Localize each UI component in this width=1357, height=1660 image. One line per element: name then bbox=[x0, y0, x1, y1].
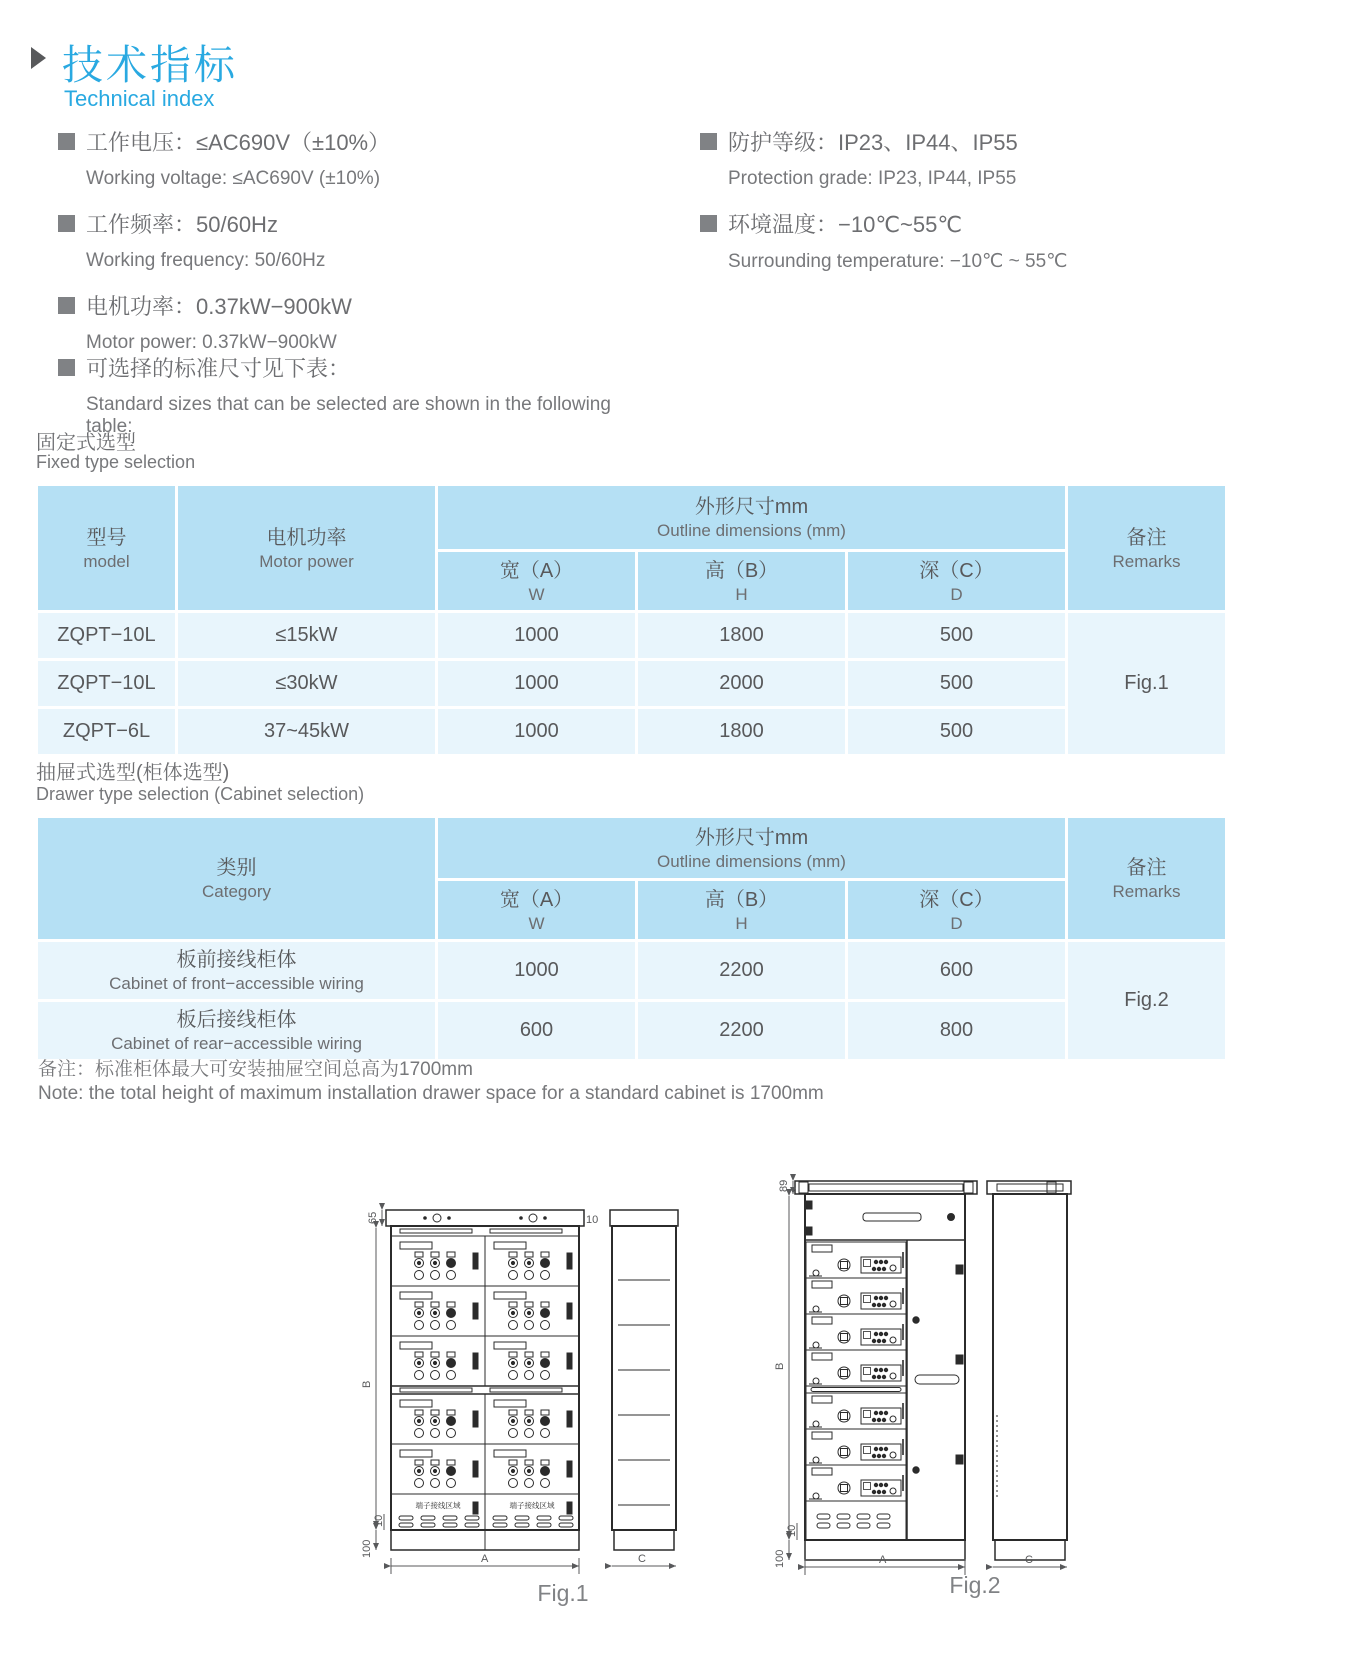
col-header-category-en: Category bbox=[202, 882, 271, 901]
spec-item bbox=[58, 352, 658, 383]
col-header-width-cn: 宽（A） bbox=[499, 559, 574, 582]
col-header-dimensions-cn: 外形尺寸mm bbox=[694, 826, 809, 849]
fig1-dim-vent: 10 bbox=[373, 1514, 385, 1527]
cell-height: 2200 bbox=[637, 1001, 847, 1061]
col-header-depth bbox=[847, 551, 1067, 612]
spec-item bbox=[58, 126, 658, 157]
cell-depth: 800 bbox=[847, 1001, 1067, 1061]
table-note-cn: 备注：标准柜体最大可安装抽屉空间总高为1700mm bbox=[38, 1059, 473, 1080]
fig1-dim-cap: 65 bbox=[367, 1211, 379, 1224]
cell-category-en: Cabinet of front−accessible wiring bbox=[109, 974, 364, 993]
col-header-width bbox=[437, 880, 637, 941]
page-subtitle: Technical index bbox=[64, 86, 215, 111]
bullet-square-icon bbox=[58, 297, 75, 314]
spec-ambient-temperature-cn: 环境温度：−10℃~55℃ bbox=[728, 212, 963, 237]
table-row bbox=[37, 660, 1227, 708]
bullet-square-icon bbox=[58, 359, 75, 376]
fig1-drawing bbox=[340, 1190, 690, 1590]
col-header-power-en: Motor power bbox=[259, 551, 354, 571]
cell-height: 2200 bbox=[637, 941, 847, 1001]
bullet-square-icon bbox=[58, 215, 75, 232]
sizes-note-en: Standard sizes that can be selected are shown in the following table: bbox=[86, 394, 611, 437]
col-header-remarks bbox=[1067, 817, 1227, 941]
col-header-height bbox=[637, 551, 847, 612]
spec-motor-power-en: Motor power: 0.37kW−900kW bbox=[86, 332, 337, 353]
col-header-remarks-en: Remarks bbox=[1112, 882, 1181, 901]
spec-item bbox=[58, 208, 658, 239]
col-header-model-en: model bbox=[83, 551, 130, 571]
col-header-width-en: W bbox=[528, 913, 545, 933]
table-row bbox=[37, 612, 1227, 660]
spec-protection-grade-cn: 防护等级：IP23、IP44、IP55 bbox=[728, 130, 1018, 155]
col-header-dimensions-cn: 外形尺寸mm bbox=[694, 496, 809, 518]
spec-working-voltage-cn: 工作电压：≤AC690V（±10%） bbox=[86, 130, 391, 155]
fixed-type-table bbox=[35, 483, 1228, 757]
fig2-caption: Fig.2 bbox=[949, 1572, 1001, 1598]
spec-working-frequency-en: Working frequency: 50/60Hz bbox=[86, 250, 326, 271]
col-header-depth bbox=[847, 880, 1067, 941]
table-row bbox=[37, 941, 1227, 1001]
fig1-caption: Fig.1 bbox=[537, 1580, 589, 1606]
fig2-dim-width: A bbox=[879, 1554, 887, 1566]
fig2-dim-depth: C bbox=[1025, 1554, 1033, 1566]
spec-list-left bbox=[58, 126, 658, 372]
cell-category bbox=[37, 941, 437, 1001]
spec-ambient-temperature-en: Surrounding temperature: −10℃ ~ 55℃ bbox=[728, 251, 1068, 272]
page-title: 技术指标 bbox=[62, 42, 238, 88]
col-header-remarks-cn: 备注 bbox=[1126, 526, 1167, 549]
col-header-dimensions-en: Outline dimensions (mm) bbox=[657, 851, 846, 871]
col-header-depth-cn: 深（C） bbox=[919, 888, 994, 911]
cell-power: ≤30kW bbox=[177, 660, 437, 708]
col-header-dimensions-en: Outline dimensions (mm) bbox=[657, 521, 846, 540]
bullet-square-icon bbox=[58, 133, 75, 150]
cell-power: 37~45kW bbox=[177, 708, 437, 756]
table-row bbox=[37, 1001, 1227, 1061]
cell-depth: 500 bbox=[847, 660, 1067, 708]
fig1-dim-width: A bbox=[481, 1553, 489, 1565]
cell-width: 1000 bbox=[437, 708, 637, 756]
spec-motor-power-cn: 电机功率：0.37kW−900kW bbox=[86, 294, 352, 319]
drawer-section-title-en: Drawer type selection (Cabinet selection) bbox=[36, 784, 365, 804]
table-note-en: Note: the total height of maximum installation drawer space for a standard cabinet is 1700mm bbox=[38, 1083, 824, 1104]
cell-width: 1000 bbox=[437, 612, 637, 660]
col-header-remarks-cn: 备注 bbox=[1126, 857, 1167, 879]
cell-depth: 500 bbox=[847, 708, 1067, 756]
cell-category-cn: 板后接线柜体 bbox=[176, 1009, 297, 1031]
cell-model: ZQPT−10L bbox=[37, 660, 177, 708]
spec-item bbox=[700, 208, 1300, 239]
col-header-height-en: H bbox=[735, 913, 748, 933]
bullet-square-icon bbox=[700, 215, 717, 232]
spec-list-right bbox=[700, 126, 1300, 291]
cell-model: ZQPT−10L bbox=[37, 612, 177, 660]
col-header-category-cn: 类别 bbox=[216, 857, 257, 879]
drawer-type-table bbox=[35, 815, 1228, 1062]
cell-category-en: Cabinet of rear−accessible wiring bbox=[111, 1034, 362, 1053]
cell-width: 600 bbox=[437, 1001, 637, 1061]
cell-depth: 500 bbox=[847, 612, 1067, 660]
fig1-dim-plinth: 100 bbox=[361, 1539, 373, 1558]
cell-width: 1000 bbox=[437, 660, 637, 708]
drawer-section-title-cn: 抽屉式选型(柜体选型) bbox=[36, 762, 230, 784]
col-header-power bbox=[177, 485, 437, 612]
sizes-note-cn: 可选择的标准尺寸见下表： bbox=[86, 356, 351, 381]
title-arrow-icon bbox=[31, 47, 46, 69]
col-header-height-en: H bbox=[735, 584, 748, 604]
col-header-width-en: W bbox=[528, 584, 545, 604]
fixed-section-title-en: Fixed type selection bbox=[36, 452, 196, 472]
col-header-category bbox=[37, 817, 437, 941]
fig1-terminal-area-label: 端子接线区域 bbox=[509, 1501, 555, 1510]
fig2-dim-plinth: 100 bbox=[774, 1549, 786, 1568]
cell-category bbox=[37, 1001, 437, 1061]
fig1-terminal-area-label: 端子接线区域 bbox=[415, 1501, 461, 1510]
col-header-power-cn: 电机功率 bbox=[266, 526, 347, 549]
col-header-dimensions bbox=[437, 817, 1067, 880]
cell-height: 2000 bbox=[637, 660, 847, 708]
spec-item bbox=[58, 290, 658, 321]
col-header-height bbox=[637, 880, 847, 941]
cell-remark: Fig.2 bbox=[1067, 941, 1227, 1061]
spec-sizes-note bbox=[58, 352, 658, 456]
table-row bbox=[37, 708, 1227, 756]
col-header-dimensions bbox=[437, 485, 1067, 551]
cell-remark: Fig.1 bbox=[1067, 612, 1227, 756]
spec-working-frequency-cn: 工作频率：50/60Hz bbox=[86, 212, 278, 237]
col-header-remarks-en: Remarks bbox=[1112, 551, 1181, 571]
cell-category-cn: 板前接线柜体 bbox=[176, 949, 297, 971]
spec-working-voltage-en: Working voltage: ≤AC690V (±10%) bbox=[86, 168, 381, 189]
fig1-dim-depth: C bbox=[638, 1553, 646, 1565]
cell-width: 1000 bbox=[437, 941, 637, 1001]
fig1-dim-height: B bbox=[361, 1380, 373, 1388]
bullet-square-icon bbox=[700, 133, 717, 150]
spec-item bbox=[700, 126, 1300, 157]
fixed-section-title-cn: 固定式选型 bbox=[36, 432, 136, 454]
cell-model: ZQPT−6L bbox=[37, 708, 177, 756]
col-header-model-cn: 型号 bbox=[86, 526, 127, 549]
col-header-depth-en: D bbox=[950, 913, 963, 933]
fig1-dim-gap: 10 bbox=[586, 1214, 599, 1226]
col-header-height-cn: 高（B） bbox=[704, 888, 779, 911]
col-header-height-cn: 高（B） bbox=[704, 559, 779, 582]
col-header-remarks bbox=[1067, 485, 1227, 612]
cell-height: 1800 bbox=[637, 708, 847, 756]
cell-power: ≤15kW bbox=[177, 612, 437, 660]
col-header-width bbox=[437, 551, 637, 612]
cell-height: 1800 bbox=[637, 612, 847, 660]
spec-protection-grade-en: Protection grade: IP23, IP44, IP55 bbox=[728, 168, 1017, 189]
col-header-model bbox=[37, 485, 177, 612]
col-header-depth-en: D bbox=[950, 584, 963, 604]
fig2-dim-vent: 10 bbox=[786, 1524, 798, 1537]
col-header-width-cn: 宽（A） bbox=[499, 888, 574, 911]
fig2-dim-cap: 89 bbox=[778, 1179, 790, 1192]
col-header-depth-cn: 深（C） bbox=[919, 559, 994, 582]
cell-depth: 600 bbox=[847, 941, 1067, 1001]
fig2-dim-height: B bbox=[774, 1362, 786, 1370]
fig2-drawing bbox=[735, 1165, 1075, 1580]
